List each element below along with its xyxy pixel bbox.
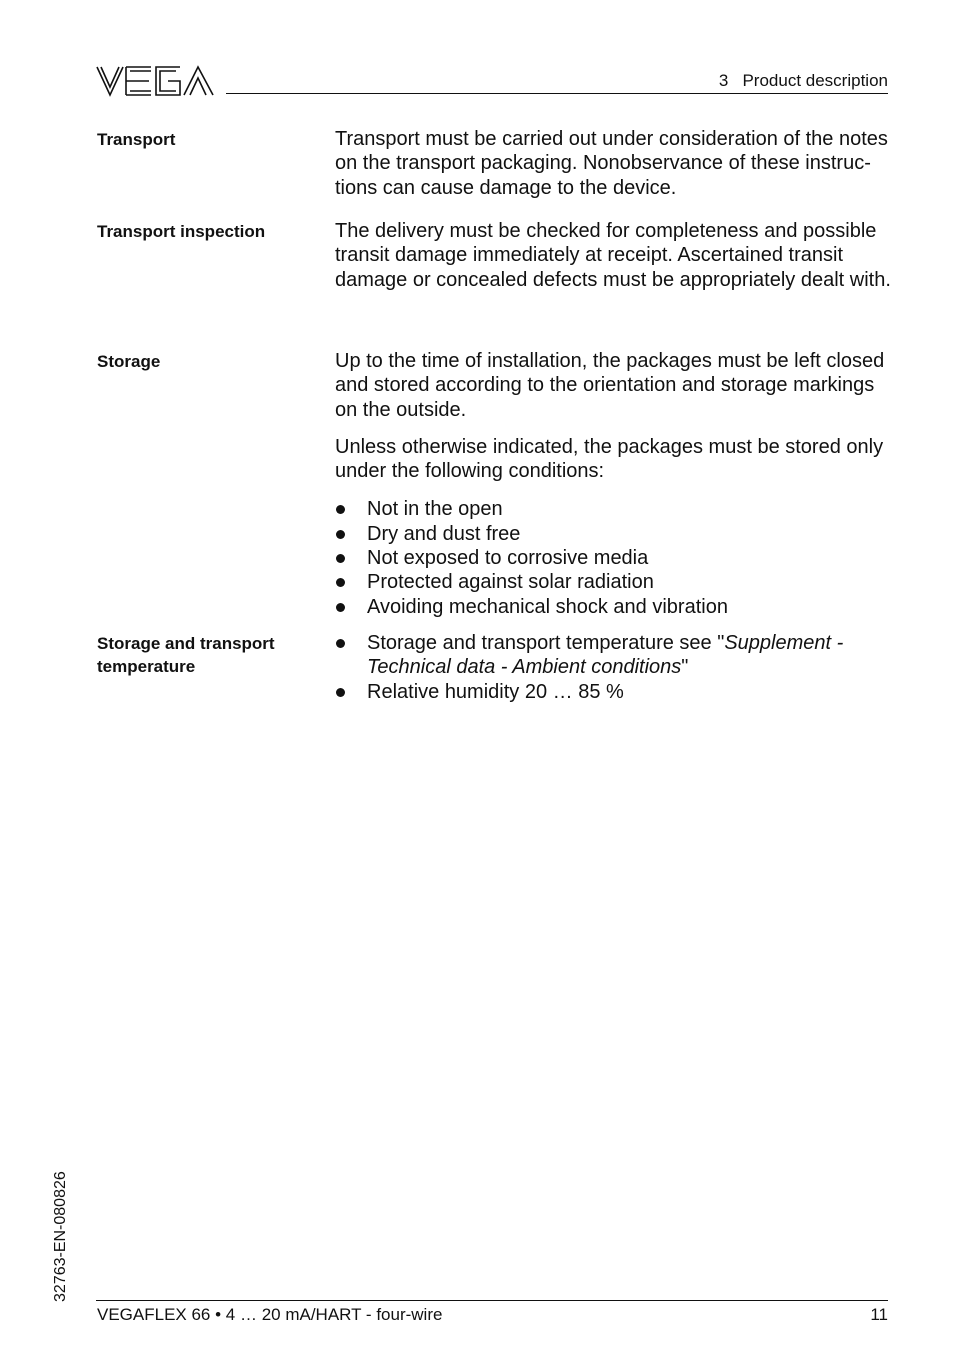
bullet-icon [336, 530, 345, 539]
temperature-heading: Storage and transport temperature [97, 634, 275, 676]
transport-paragraph: Transport must be carried out under consideration of the notes on the transport packaging. Nonobservance of these instruc-tions can cause damage to the device. [335, 128, 888, 199]
storage-paragraph-1: Up to the time of installation, the packages must be left closed and stored according to the orientation and storage markings on the outside. [335, 350, 885, 421]
temperature-text [335, 631, 891, 704]
bullet-icon [336, 578, 345, 587]
transport-inspection-paragraph: The delivery must be checked for completeness and possible transit damage immediately at receipt. Ascertained transit damage or concealed defects must be appropriately dealt with. [335, 220, 891, 291]
list-item: Not in the open [335, 497, 891, 521]
temperature-list [335, 631, 891, 704]
list-item: Relative humidity 20 … 85 % [335, 680, 891, 704]
bullet-icon [336, 603, 345, 612]
storage-paragraph-2: Unless otherwise indicated, the packages must be stored only under the following conditions: [335, 435, 884, 483]
bullet-icon [336, 639, 345, 648]
footer-product: VEGAFLEX 66 • 4 … 20 mA/HART - four-wire [97, 1305, 443, 1324]
document-id: 32763-EN-080826 [52, 1171, 69, 1302]
bullet-icon [336, 505, 345, 514]
storage-heading: Storage [97, 352, 161, 371]
header-rule [226, 93, 888, 94]
bullet-icon [336, 688, 345, 697]
supplement-reference: Supplement - Technical data - Ambient conditions [367, 632, 844, 679]
transport-text [335, 127, 891, 200]
list-item: Dry and dust free [335, 522, 891, 546]
list-item: Not exposed to corrosive media [335, 546, 891, 570]
page-number: 11 [870, 1305, 888, 1324]
footer-rule [96, 1300, 888, 1301]
transport-heading: Transport [97, 130, 176, 149]
bullet-icon [336, 554, 345, 563]
transport-inspection-heading: Transport inspection [97, 222, 266, 241]
list-item: Avoiding mechanical shock and vibration [335, 595, 891, 619]
storage-conditions-list [335, 497, 891, 618]
vega-logo [96, 64, 214, 98]
section-title: 3 Product description [718, 71, 888, 90]
list-item: Storage and transport temperature see "Supplement - Technical data - Ambient conditions" [335, 631, 891, 680]
storage-text [335, 349, 891, 619]
transport-inspection-text [335, 219, 891, 292]
list-item: Protected against solar radiation [335, 570, 891, 594]
